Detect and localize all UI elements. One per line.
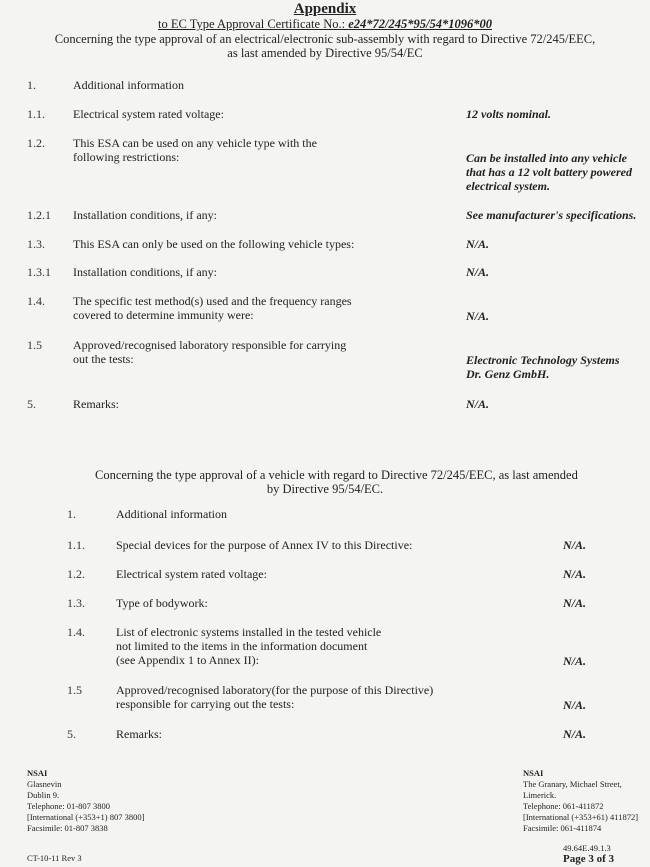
s2-intro-line-2: by Directive 95/54/EC. <box>266 482 384 496</box>
header-line-2: Concerning the type approval of an electrical/electronic sub-assembly with regard to Directive 72/245/EEC, <box>54 32 596 46</box>
footer-right-line: Facsimile: 061-411874 <box>523 823 602 833</box>
footer-left-line: Telephone: 01-807 3800 <box>27 801 110 811</box>
s2-row-label: Electrical system rated voltage: <box>116 567 267 581</box>
s2-row-value: N/A. <box>563 538 587 552</box>
s1-row-label: The specific test method(s) used and the frequency ranges <box>73 294 352 308</box>
s1-row-label: Electrical system rated voltage: <box>73 107 224 121</box>
footer-left-line: Dublin 9. <box>27 790 60 800</box>
s2-row-num: 1. <box>67 507 76 521</box>
s1-row-value: Dr. Genz GmbH. <box>466 367 550 381</box>
s2-row-num: 1.3. <box>67 596 85 610</box>
s1-row-label: Installation conditions, if any: <box>73 208 217 222</box>
s2-row-label: responsible for carrying out the tests: <box>116 697 295 711</box>
s1-row-num: 1. <box>27 78 36 92</box>
page-number: Page 3 of 3 <box>563 853 615 865</box>
s1-row-value: See manufacturer's specifications. <box>466 208 637 222</box>
reference-code: 49.64E.49.1.3 <box>563 843 611 853</box>
s2-row-label: List of electronic systems installed in the tested vehicle <box>116 625 382 639</box>
s1-row-label: Installation conditions, if any: <box>73 265 217 279</box>
s1-row-num: 1.2.1 <box>27 208 51 222</box>
s2-row-value: N/A. <box>563 567 587 581</box>
s2-intro-line-1: Concerning the type approval of a vehicle with regard to Directive 72/245/EEC, as last amended <box>95 468 578 482</box>
s2-row-num: 1.1. <box>67 538 85 552</box>
s1-row-label: Approved/recognised laboratory responsible for carrying <box>73 338 347 352</box>
s2-row-label: Remarks: <box>116 727 162 741</box>
s1-row-label: out the tests: <box>73 352 134 366</box>
s1-row-value: 12 volts nominal. <box>466 107 552 121</box>
s1-row-num: 1.1. <box>27 107 45 121</box>
footer-left-line: Glasnevin <box>27 779 62 789</box>
s2-row-label: Special devices for the purpose of Annex IV to this Directive: <box>116 538 413 552</box>
certificate-line <box>0 17 650 32</box>
s2-row-label: Type of bodywork: <box>116 596 208 610</box>
s1-row-value: that has a 12 volt battery powered <box>466 165 632 179</box>
s1-row-value: N/A. <box>466 265 490 279</box>
footer-left-address <box>27 768 144 834</box>
s2-row-value: N/A. <box>563 596 587 610</box>
s1-row-num: 1.3. <box>27 237 45 251</box>
footer-right-line: The Granary, Michael Street, <box>523 779 622 789</box>
page-title: Appendix <box>293 1 357 17</box>
document-reference: CT-10-11 Rev 3 <box>27 853 82 863</box>
s2-row-num: 5. <box>67 727 76 741</box>
s1-row-label: Remarks: <box>73 397 119 411</box>
s1-row-value: N/A. <box>466 309 490 323</box>
s1-row-label: Additional information <box>73 78 184 92</box>
s1-row-num: 1.4. <box>27 294 45 308</box>
footer-left-line: NSAI <box>27 768 48 778</box>
header-line-3: as last amended by Directive 95/54/EC <box>227 46 423 60</box>
s2-row-num: 1.2. <box>67 567 85 581</box>
s1-row-num: 1.2. <box>27 136 45 150</box>
s1-row-label: following restrictions: <box>73 150 180 164</box>
s2-row-num: 1.5 <box>67 683 82 697</box>
s2-row-label: (see Appendix 1 to Annex II): <box>116 653 259 667</box>
footer-left-line: Facsimile: 01-807 3838 <box>27 823 108 833</box>
s2-row-label: Approved/recognised laboratory(for the purpose of this Directive) <box>116 683 434 697</box>
s2-row-value: N/A. <box>563 727 587 741</box>
footer-right-address <box>523 768 638 834</box>
s1-row-num: 5. <box>27 397 36 411</box>
s1-row-label: covered to determine immunity were: <box>73 308 254 322</box>
footer-right-line: [International (+353+61) 411872] <box>523 812 639 822</box>
certificate-prefix: to EC Type Approval Certificate No.: <box>158 17 349 31</box>
footer-left-line: [International (+353+1) 807 3800] <box>27 812 145 822</box>
footer-right-line: Telephone: 061-411872 <box>523 801 604 811</box>
footer-right-line: Limerick. <box>523 790 557 800</box>
s1-row-value: N/A. <box>466 397 490 411</box>
s2-row-value: N/A. <box>563 698 587 712</box>
s1-row-value: Can be installed into any vehicle <box>466 151 627 165</box>
s2-row-num: 1.4. <box>67 625 85 639</box>
s1-row-value: N/A. <box>466 237 490 251</box>
s1-row-label: This ESA can be used on any vehicle type with the <box>73 136 317 150</box>
s1-row-num: 1.3.1 <box>27 265 51 279</box>
s2-row-label: not limited to the items in the information document <box>116 639 368 653</box>
s1-row-value: electrical system. <box>466 179 550 193</box>
s2-row-label: Additional information <box>116 507 227 521</box>
s2-row-value: N/A. <box>563 654 587 668</box>
footer-right-line: NSAI <box>523 768 544 778</box>
s1-row-value: Electronic Technology Systems <box>466 353 620 367</box>
certificate-number: e24*72/245*95/54*1096*00 <box>348 17 492 31</box>
s1-row-label: This ESA can only be used on the following vehicle types: <box>73 237 355 251</box>
s1-row-num: 1.5 <box>27 338 42 352</box>
